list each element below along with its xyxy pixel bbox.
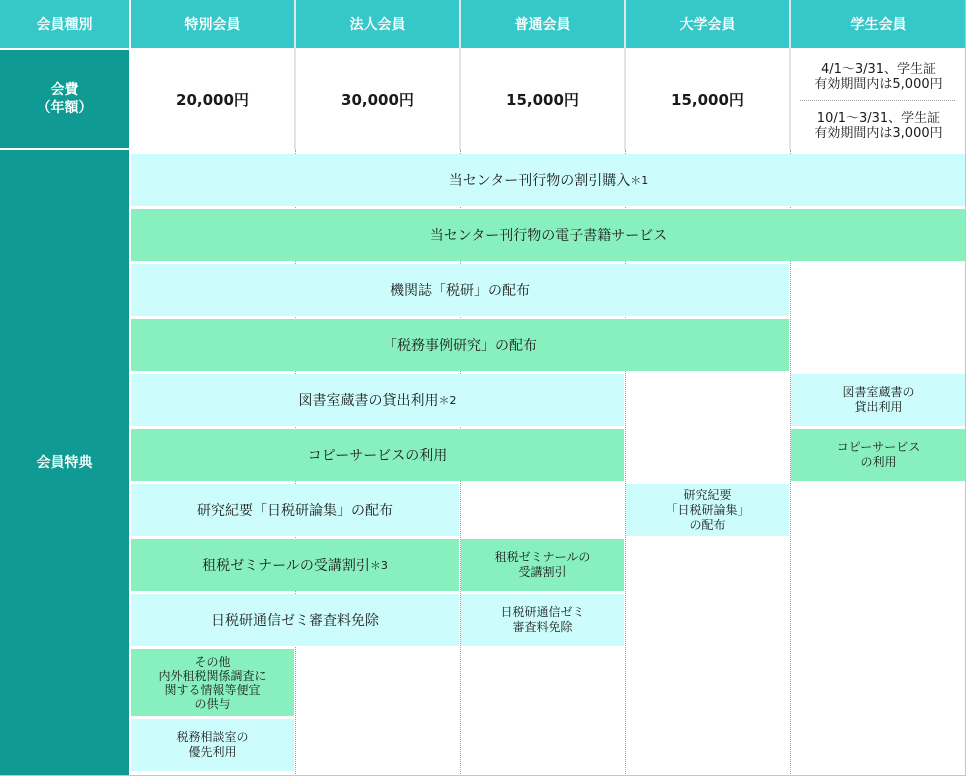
benefits-row-label: 会員特典 (0, 150, 129, 776)
benefit-consultation-room: 税務相談室の 優先利用 (131, 719, 294, 771)
benefit-publication-discount-label: 当センター刊行物の割引購入 (448, 173, 631, 189)
benefit-other-info: その他 内外租税関係調査に 関する情報等便宜 の供与 (131, 649, 294, 716)
column-header-corporate: 法人会員 (296, 0, 459, 48)
fee-row-label: 会費 （年額） (0, 50, 129, 148)
benefit-copy-service-student: コピーサービス の利用 (791, 429, 966, 481)
benefit-library-loan (131, 374, 624, 426)
benefit-bulletin-distribution-university: 研究紀要 「日税研論集」 の配布 (626, 484, 789, 536)
column-header-university: 大学会員 (626, 0, 789, 48)
benefit-correspondence-exemption: 日税研通信ゼミ審査料免除 (131, 594, 459, 646)
column-header-regular: 普通会員 (461, 0, 624, 48)
benefit-library-loan-student: 図書室蔵書の 貸出利用 (791, 374, 966, 426)
benefit-correspondence-exemption-corporate: 日税研通信ゼミ 審査料免除 (461, 594, 624, 646)
fee-student-second-half: 10/1～3/31、学生証 有効期間内は3,000円 (814, 111, 943, 141)
benefit-case-study-distribution: 「税務事例研究」の配布 (131, 319, 789, 371)
column-header-student: 学生会員 (791, 0, 966, 48)
benefit-library-loan-label: 図書室蔵書の貸出利用 (298, 393, 439, 409)
benefit-copy-service: コピーサービスの利用 (131, 429, 624, 481)
note-marker-1: ＊1 (630, 174, 649, 187)
benefit-seminar-discount-label: 租税ゼミナールの受講割引 (202, 558, 370, 574)
benefit-ebook-service: 当センター刊行物の電子書籍サービス (131, 209, 966, 261)
fee-university: 15,000円 (626, 50, 789, 148)
fee-special: 20,000円 (131, 50, 294, 148)
column-header-special: 特別会員 (131, 0, 294, 48)
fee-regular: 15,000円 (461, 50, 624, 148)
benefit-bulletin-distribution: 研究紀要「日税研論集」の配布 (131, 484, 459, 536)
note-marker-2: ＊2 (438, 394, 457, 407)
note-marker-3: ＊3 (369, 559, 388, 572)
member-type-header: 会員種別 (0, 0, 129, 48)
fee-student-first-half: 4/1～3/31、学生証 有効期間内は5,000円 (814, 62, 943, 92)
benefit-seminar-discount-corporate: 租税ゼミナールの 受講割引 (461, 539, 624, 591)
benefit-zeiken-distribution: 機関誌「税研」の配布 (131, 264, 789, 316)
fee-corporate: 30,000円 (296, 50, 459, 148)
benefit-publication-discount (131, 154, 966, 206)
fee-student-divider (800, 100, 955, 101)
benefit-seminar-discount (131, 539, 459, 591)
